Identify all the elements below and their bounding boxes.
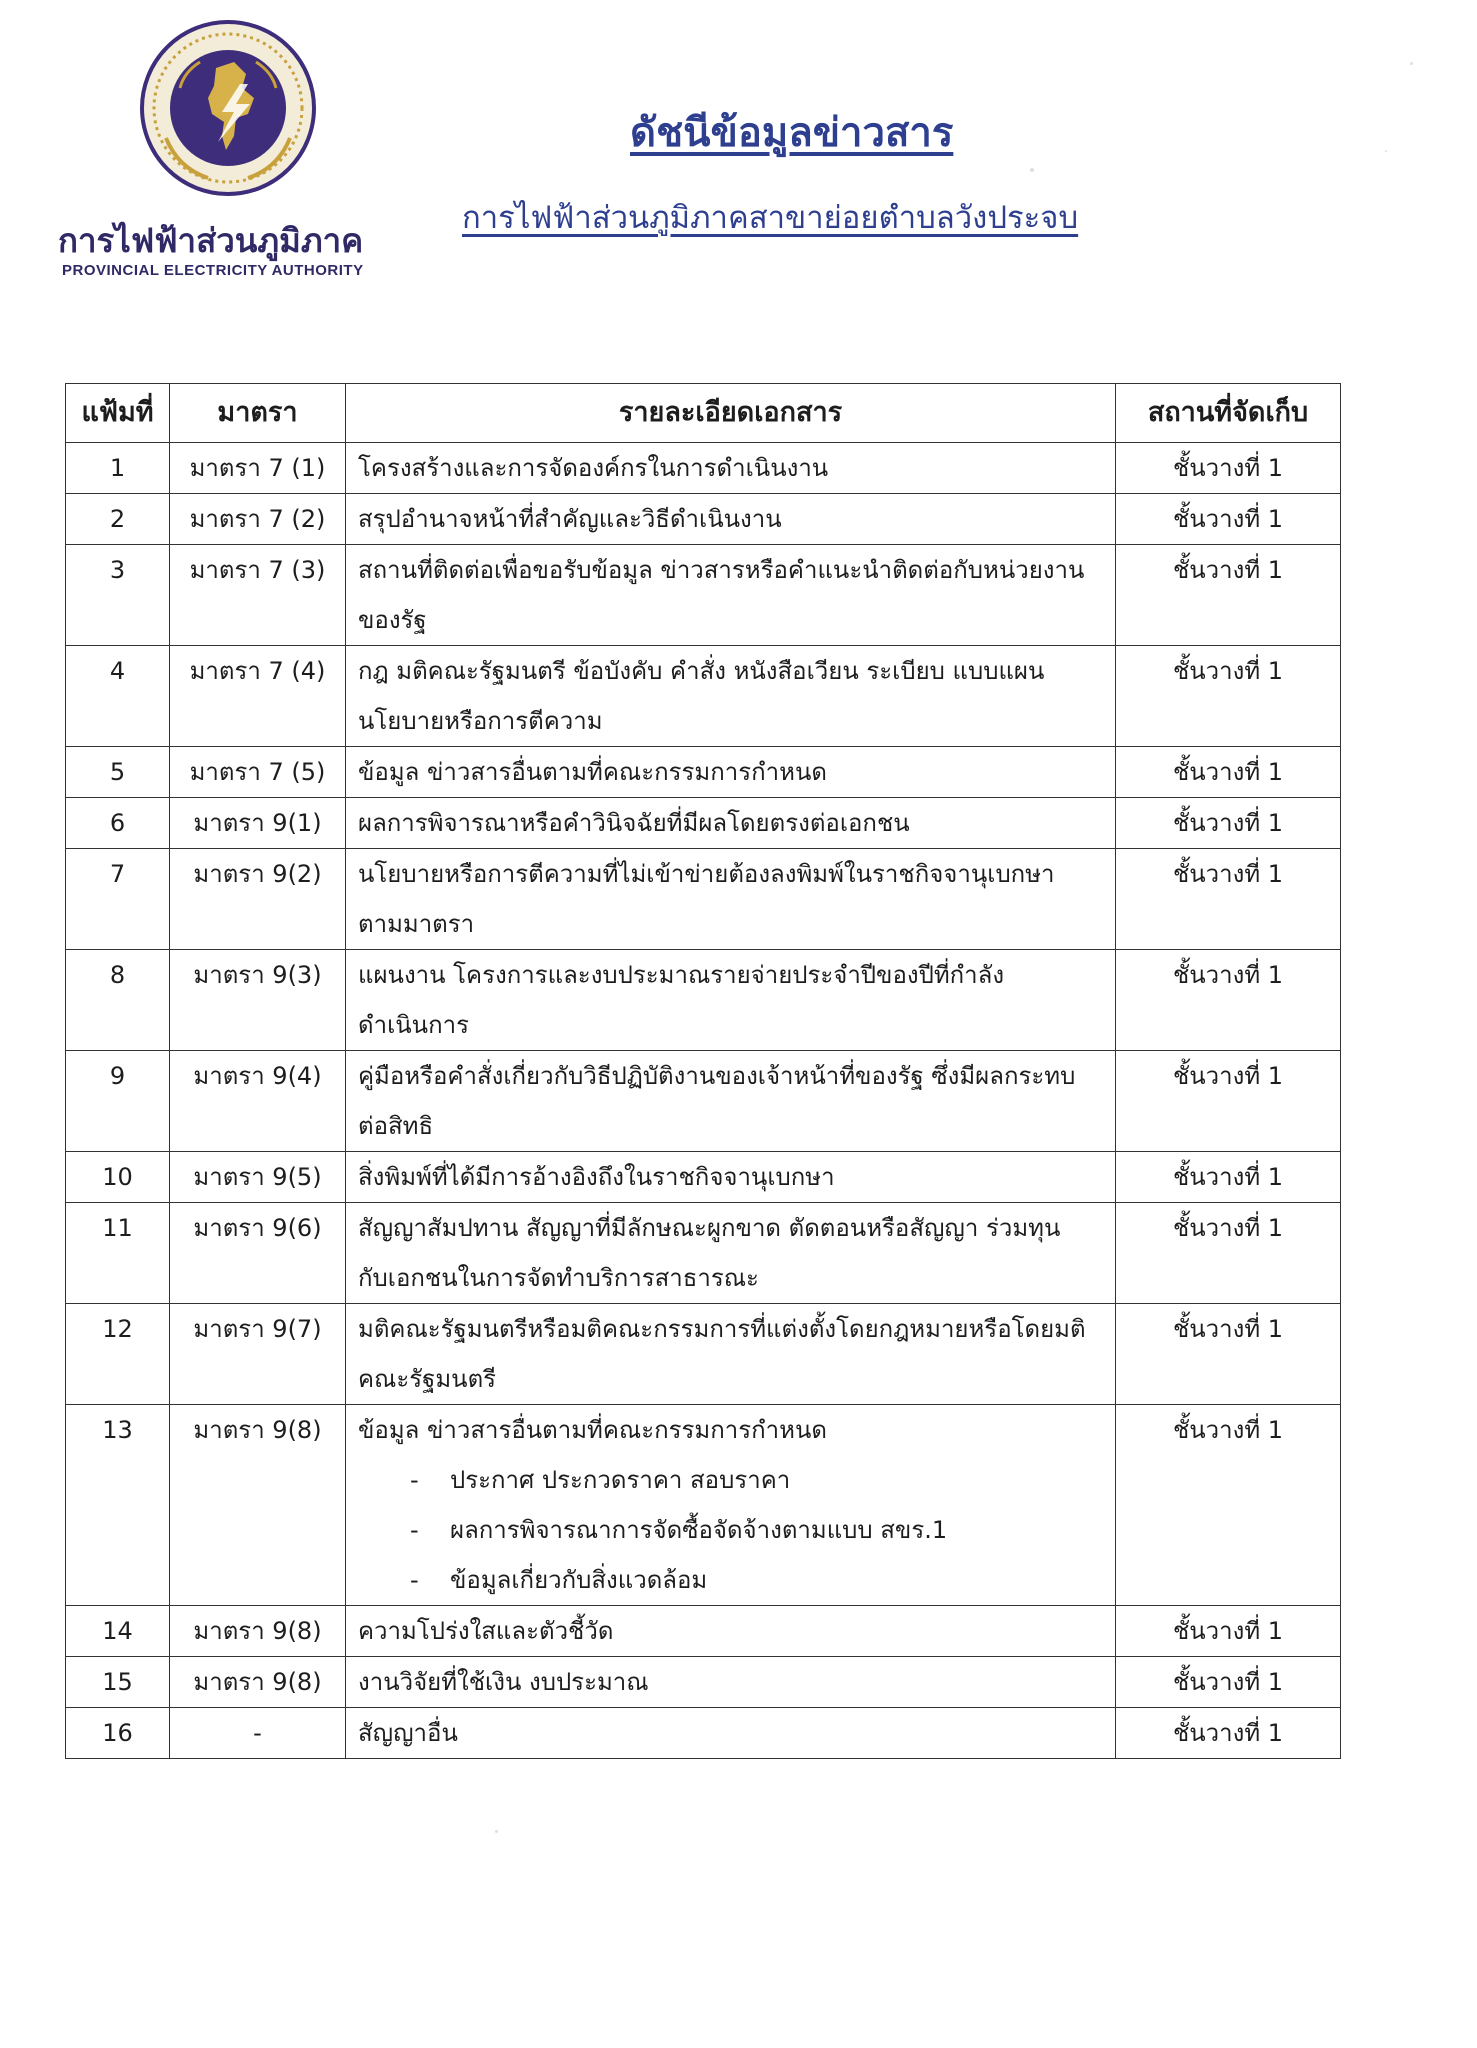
details-line: สิ่งพิมพ์ที่ได้มีการอ้างอิงถึงในราชกิจจานุเบกษา xyxy=(358,1163,835,1191)
file-number: 4 xyxy=(66,646,170,747)
document-details xyxy=(346,747,1116,798)
file-number: 10 xyxy=(66,1152,170,1203)
document-details xyxy=(346,798,1116,849)
storage-location: ชั้นวางที่ 1 xyxy=(1116,798,1341,849)
section-reference: มาตรา 7 (2) xyxy=(170,494,346,545)
storage-location: ชั้นวางที่ 1 xyxy=(1116,545,1341,646)
scan-speck xyxy=(495,1830,498,1833)
document-details xyxy=(346,1152,1116,1203)
details-line: ข้อมูล ข่าวสารอื่นตามที่คณะกรรมการกำหนด xyxy=(358,758,827,786)
column-header-location: สถานที่จัดเก็บ xyxy=(1116,384,1341,443)
section-reference: มาตรา 9(5) xyxy=(170,1152,346,1203)
section-reference: มาตรา 7 (4) xyxy=(170,646,346,747)
details-line: สัญญาสัมปทาน สัญญาที่มีลักษณะผูกขาด ตัดตอนหรือสัญญา ร่วมทุน xyxy=(358,1214,1061,1242)
details-line: สัญญาอื่น xyxy=(358,1719,458,1747)
storage-location: ชั้นวางที่ 1 xyxy=(1116,1657,1341,1708)
details-continuation: คณะรัฐมนตรี xyxy=(358,1365,497,1393)
file-number: 5 xyxy=(66,747,170,798)
table-row xyxy=(66,545,1341,646)
list-item xyxy=(410,1555,1103,1605)
page-title: ดัชนีข้อมูลข่าวสาร xyxy=(630,110,954,156)
details-line: มติคณะรัฐมนตรีหรือมติคณะกรรมการที่แต่งตั้งโดยกฎหมายหรือโดยมติ xyxy=(358,1315,1086,1343)
table-row xyxy=(66,798,1341,849)
storage-location: ชั้นวางที่ 1 xyxy=(1116,646,1341,747)
column-header-details: รายละเอียดเอกสาร xyxy=(346,384,1116,443)
storage-location: ชั้นวางที่ 1 xyxy=(1116,1304,1341,1405)
table-row xyxy=(66,747,1341,798)
information-index-table xyxy=(65,383,1341,1759)
file-number: 13 xyxy=(66,1405,170,1606)
details-line: คู่มือหรือคำสั่งเกี่ยวกับวิธีปฏิบัติงานของเจ้าหน้าที่ของรัฐ ซึ่งมีผลกระทบ xyxy=(358,1062,1076,1090)
details-line: กฎ มติคณะรัฐมนตรี ข้อบังคับ คำสั่ง หนังสือเวียน ระเบียบ แบบแผน xyxy=(358,657,1045,685)
document-details xyxy=(346,1606,1116,1657)
page-subtitle: การไฟฟ้าส่วนภูมิภาคสาขาย่อยตำบลวังประจบ xyxy=(462,200,1079,236)
details-line: แผนงาน โครงการและงบประมาณรายจ่ายประจำปีของปีที่กำลัง xyxy=(358,961,1005,989)
section-reference: - xyxy=(170,1708,346,1759)
section-reference: มาตรา 9(4) xyxy=(170,1051,346,1152)
list-item xyxy=(410,1455,1103,1505)
dash-bullet: - xyxy=(410,1566,419,1594)
details-line: นโยบายหรือการตีความที่ไม่เข้าข่ายต้องลงพิมพ์ในราชกิจจานุเบกษา xyxy=(358,860,1055,888)
storage-location: ชั้นวางที่ 1 xyxy=(1116,1152,1341,1203)
details-line: งานวิจัยที่ใช้เงิน งบประมาณ xyxy=(358,1668,649,1696)
table-row xyxy=(66,646,1341,747)
storage-location: ชั้นวางที่ 1 xyxy=(1116,443,1341,494)
section-reference: มาตรา 7 (5) xyxy=(170,747,346,798)
details-sublist xyxy=(358,1455,1103,1605)
organization-name-thai: การไฟฟ้าส่วนภูมิภาค xyxy=(58,221,364,260)
file-number: 8 xyxy=(66,950,170,1051)
file-number: 16 xyxy=(66,1708,170,1759)
details-continuation: กับเอกชนในการจัดทำบริการสาธารณะ xyxy=(358,1264,759,1292)
section-reference: มาตรา 9(1) xyxy=(170,798,346,849)
document-details xyxy=(346,1405,1116,1606)
list-item xyxy=(410,1505,1103,1555)
table-row xyxy=(66,494,1341,545)
details-line: สถานที่ติดต่อเพื่อขอรับข้อมูล ข่าวสารหรือคำแนะนำติดต่อกับหน่วยงาน xyxy=(358,556,1085,584)
details-continuation: ตามมาตรา xyxy=(358,910,475,938)
list-item-text: ผลการพิจารณาการจัดซื้อจัดจ้างตามแบบ สขร.1 xyxy=(450,1516,948,1544)
dash-bullet: - xyxy=(410,1466,419,1494)
details-continuation: ดำเนินการ xyxy=(358,1011,469,1039)
section-reference: มาตรา 9(8) xyxy=(170,1606,346,1657)
storage-location: ชั้นวางที่ 1 xyxy=(1116,950,1341,1051)
table-header-row xyxy=(66,384,1341,443)
table-row xyxy=(66,443,1341,494)
details-line: ข้อมูล ข่าวสารอื่นตามที่คณะกรรมการกำหนด xyxy=(358,1416,827,1444)
document-details xyxy=(346,1304,1116,1405)
document-details xyxy=(346,646,1116,747)
document-details xyxy=(346,494,1116,545)
document-details xyxy=(346,1708,1116,1759)
table-row xyxy=(66,1304,1341,1405)
table-row xyxy=(66,1051,1341,1152)
column-header-section: มาตรา xyxy=(170,384,346,443)
details-line: ผลการพิจารณาหรือคำวินิจฉัยที่มีผลโดยตรงต่อเอกชน xyxy=(358,809,910,837)
file-number: 2 xyxy=(66,494,170,545)
file-number: 14 xyxy=(66,1606,170,1657)
section-reference: มาตรา 7 (1) xyxy=(170,443,346,494)
column-header-file-no: แฟ้มที่ xyxy=(66,384,170,443)
document-details xyxy=(346,1051,1116,1152)
section-reference: มาตรา 9(8) xyxy=(170,1405,346,1606)
file-number: 11 xyxy=(66,1203,170,1304)
section-reference: มาตรา 9(8) xyxy=(170,1657,346,1708)
file-number: 7 xyxy=(66,849,170,950)
storage-location: ชั้นวางที่ 1 xyxy=(1116,1405,1341,1606)
details-continuation: นโยบายหรือการตีความ xyxy=(358,707,603,735)
table-row xyxy=(66,1708,1341,1759)
storage-location: ชั้นวางที่ 1 xyxy=(1116,1708,1341,1759)
scan-speck xyxy=(1030,168,1034,172)
table-row xyxy=(66,1657,1341,1708)
section-reference: มาตรา 9(6) xyxy=(170,1203,346,1304)
list-item-text: ประกาศ ประกวดราคา สอบราคา xyxy=(450,1466,791,1494)
storage-location: ชั้นวางที่ 1 xyxy=(1116,1203,1341,1304)
section-reference: มาตรา 9(2) xyxy=(170,849,346,950)
document-details xyxy=(346,849,1116,950)
storage-location: ชั้นวางที่ 1 xyxy=(1116,747,1341,798)
details-continuation: ของรัฐ xyxy=(358,606,427,634)
dash-bullet: - xyxy=(410,1516,419,1544)
file-number: 12 xyxy=(66,1304,170,1405)
details-line: โครงสร้างและการจัดองค์กรในการดำเนินงาน xyxy=(358,454,829,482)
section-reference: มาตรา 7 (3) xyxy=(170,545,346,646)
details-line: สรุปอำนาจหน้าที่สำคัญและวิธีดำเนินงาน xyxy=(358,505,782,533)
table-row xyxy=(66,849,1341,950)
details-line: ความโปร่งใสและตัวชี้วัด xyxy=(358,1617,614,1645)
table-row xyxy=(66,1405,1341,1606)
scan-speck xyxy=(1410,62,1413,65)
document-details xyxy=(346,950,1116,1051)
storage-location: ชั้นวางที่ 1 xyxy=(1116,494,1341,545)
organization-name-english: PROVINCIAL ELECTRICITY AUTHORITY xyxy=(62,262,364,279)
table-row xyxy=(66,1606,1341,1657)
section-reference: มาตรา 9(7) xyxy=(170,1304,346,1405)
storage-location: ชั้นวางที่ 1 xyxy=(1116,1051,1341,1152)
list-item-text: ข้อมูลเกี่ยวกับสิ่งแวดล้อม xyxy=(450,1566,708,1594)
file-number: 6 xyxy=(66,798,170,849)
section-reference: มาตรา 9(3) xyxy=(170,950,346,1051)
pea-emblem-icon xyxy=(138,18,318,198)
storage-location: ชั้นวางที่ 1 xyxy=(1116,1606,1341,1657)
table-row xyxy=(66,1152,1341,1203)
storage-location: ชั้นวางที่ 1 xyxy=(1116,849,1341,950)
table-row xyxy=(66,950,1341,1051)
file-number: 3 xyxy=(66,545,170,646)
file-number: 9 xyxy=(66,1051,170,1152)
scan-speck xyxy=(1385,150,1387,152)
file-number: 1 xyxy=(66,443,170,494)
document-details xyxy=(346,545,1116,646)
details-continuation: ต่อสิทธิ xyxy=(358,1112,434,1140)
document-details xyxy=(346,1657,1116,1708)
file-number: 15 xyxy=(66,1657,170,1708)
table-row xyxy=(66,1203,1341,1304)
document-details xyxy=(346,1203,1116,1304)
document-details xyxy=(346,443,1116,494)
